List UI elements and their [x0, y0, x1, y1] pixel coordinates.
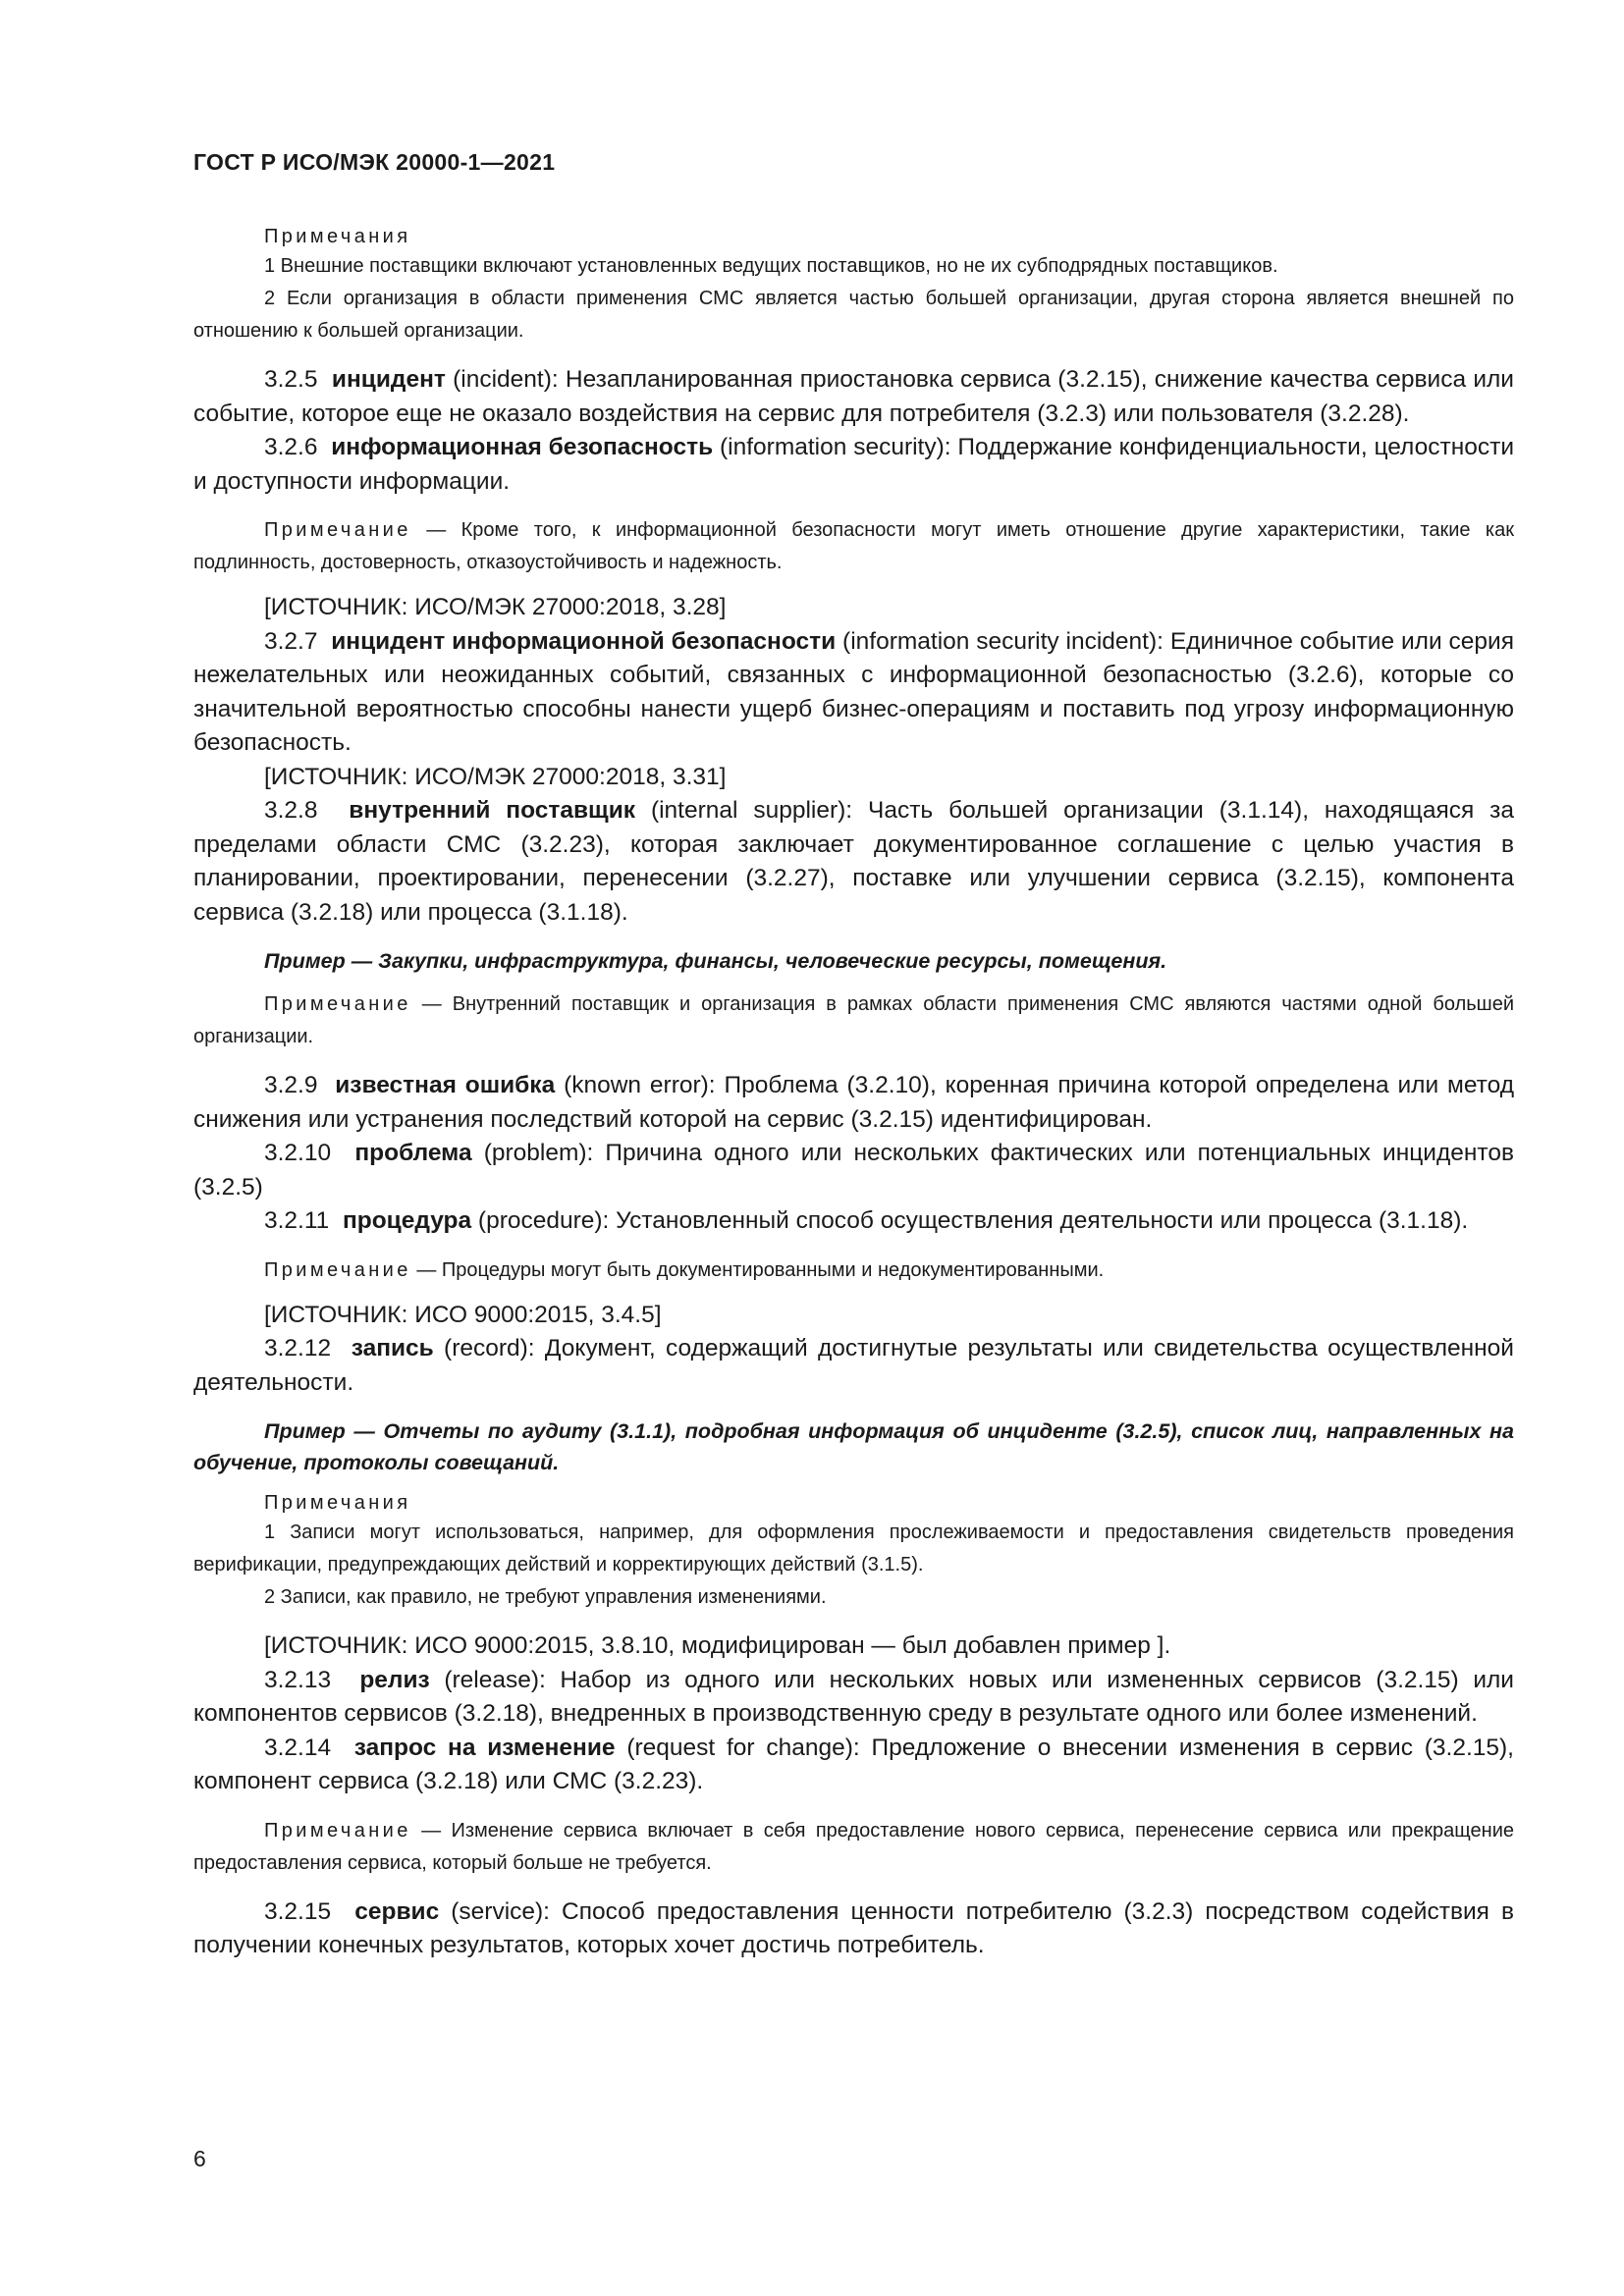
term-3-2-15 — [193, 1896, 1514, 1963]
term-name: запись — [351, 1335, 434, 1362]
note-paragraph — [193, 988, 1514, 1053]
term-definition: (information security): Поддержание конфиденциальности, целостности и доступности информации. — [193, 434, 1515, 495]
note-paragraph — [193, 1255, 1514, 1287]
term-name: внутренний поставщик — [349, 797, 636, 824]
term-definition: (release): Набор из одного или нескольких новых или измененных сервисов (3.2.15) или компонентов сервисов (3.2.18), внедренных в производственную среду в результате одного или более изменений. — [193, 1666, 1514, 1727]
source-reference: [ИСТОЧНИК: ИСО 9000:2015, 3.4.5] — [264, 1301, 662, 1328]
notes-heading: Примечания — [264, 226, 411, 247]
term-definition: (record): Документ, содержащий достигнутые результаты или свидетельства осуществленной деятельности. — [193, 1335, 1514, 1396]
term-definition: (internal supplier): Часть большей организации (3.1.14), находящаяся за пределами области СМС (3.2.23), которая заключает документированное соглашение с целью участия в планировании, проектировании, перенесении (3.2.27), поставке или улучшении сервиса (3.2.15), компонента сервиса (3.2.18) или процесса (3.1.18). — [193, 797, 1514, 926]
source-reference: [ИСТОЧНИК: ИСО 9000:2015, 3.8.10, модифицирован — был добавлен пример ]. — [264, 1632, 1171, 1659]
note-paragraph — [193, 514, 1514, 579]
term-number: 3.2.8 — [264, 797, 318, 824]
note-text: — Изменение сервиса включает в себя предоставление нового сервиса, перенесение сервиса или прекращение предоставления сервиса, который больше не требуется. — [193, 1819, 1514, 1874]
term-definition: (known error): Проблема (3.2.10), коренная причина которой определена или метод снижения или устранения последствий которой на сервис (3.2.15) идентифицирован. — [193, 1072, 1514, 1133]
term-number: 3.2.11 — [264, 1207, 330, 1234]
note-paragraph: 2 Записи, как правило, не требуют управления изменениями. — [264, 1586, 827, 1608]
term-3-2-7 — [193, 625, 1514, 761]
term-3-2-6 — [193, 431, 1514, 499]
term-name: процедура — [342, 1207, 472, 1234]
term-definition: (information security incident): Единичное событие или серия нежелательных или неожиданных событий, связанных с информационной безопасностью (3.2.6), которые со значительной вероятностью способны нанести ущерб бизнес-операциям и поставить под угрозу информационную безопасность. — [193, 627, 1514, 756]
note-paragraph: 2 Если организация в области применения СМС является частью большей организации, другая сторона является внешней по отношению к большей организации. — [193, 288, 1514, 342]
note-label: Примечание — [264, 1258, 411, 1281]
term-name: запрос на изменение — [353, 1734, 616, 1761]
term-number: 3.2.7 — [264, 627, 318, 655]
term-number: 3.2.5 — [264, 366, 318, 393]
term-3-2-9 — [193, 1069, 1514, 1137]
term-name: информационная безопасность — [331, 434, 714, 460]
term-3-2-13 — [193, 1664, 1514, 1732]
notes-heading: Примечания — [264, 1492, 411, 1514]
term-number: 3.2.12 — [264, 1335, 332, 1362]
source-reference: [ИСТОЧНИК: ИСО/МЭК 27000:2018, 3.31] — [264, 763, 727, 790]
term-name: инцидент информационной безопасности — [331, 627, 837, 655]
term-number: 3.2.6 — [264, 434, 318, 460]
term-number: 3.2.10 — [264, 1140, 332, 1166]
document-header: ГОСТ Р ИСО/МЭК 20000-1—2021 — [193, 149, 556, 175]
example-paragraph: Пример — Отчеты по аудиту (3.1.1), подробная информация об инциденте (3.2.5), список лиц, направленных на обучение, протоколы совещаний. — [193, 1419, 1514, 1474]
term-name: инцидент — [331, 366, 446, 393]
note-paragraph — [193, 1815, 1514, 1880]
term-name: проблема — [354, 1140, 472, 1166]
term-definition: (request for change): Предложение о внесении изменения в сервис (3.2.15), компонент сервиса (3.2.18) или СМС (3.2.23). — [193, 1734, 1514, 1794]
term-definition: (problem): Причина одного или нескольких фактических или потенциальных инцидентов (3.2.5) — [193, 1140, 1514, 1201]
term-definition: (incident): Незапланированная приостановка сервиса (3.2.15), снижение качества сервиса или событие, которое еще не оказало воздействия на сервис для потребителя (3.2.3) или пользователя (3.2.28). — [193, 366, 1514, 427]
term-3-2-11 — [193, 1204, 1514, 1239]
term-3-2-12 — [193, 1332, 1514, 1400]
term-definition: (service): Способ предоставления ценности потребителю (3.2.3) посредством содействия в получении конечных результатов, которых хочет достичь потребитель. — [193, 1897, 1514, 1958]
source-reference: [ИСТОЧНИК: ИСО/МЭК 27000:2018, 3.28] — [264, 594, 727, 620]
term-number: 3.2.14 — [264, 1734, 332, 1761]
note-text: — Процедуры могут быть документированными и недокументированными. — [416, 1258, 1105, 1281]
note-label: Примечание — [264, 1819, 411, 1842]
example-paragraph: Пример — Закупки, инфраструктура, финансы, человеческие ресурсы, помещения. — [264, 949, 1167, 973]
note-text: — Внутренний поставщик и организация в рамках области применения СМС являются частями одной большей организации. — [193, 993, 1515, 1047]
note-paragraph: 1 Записи могут использоваться, например, для оформления прослеживаемости и предоставления свидетельств проведения верификации, предупреждающих действий и корректирующих действий (3.1.5). — [193, 1522, 1514, 1575]
note-label: Примечание — [264, 993, 411, 1015]
term-3-2-10 — [193, 1137, 1514, 1204]
term-number: 3.2.15 — [264, 1897, 332, 1925]
page-number: 6 — [193, 2146, 206, 2171]
page-content — [193, 224, 1514, 1963]
term-3-2-8 — [193, 794, 1514, 930]
term-definition: (procedure): Установленный способ осуществления деятельности или процесса (3.1.18). — [477, 1207, 1469, 1234]
note-paragraph: 1 Внешние поставщики включают установленных ведущих поставщиков, но не их субподрядных поставщиков. — [264, 255, 1278, 277]
term-name: известная ошибка — [335, 1072, 556, 1098]
term-3-2-5 — [193, 363, 1514, 431]
term-3-2-14 — [193, 1732, 1514, 1799]
term-number: 3.2.13 — [264, 1666, 332, 1693]
note-text: — Кроме того, к информационной безопасности могут иметь отношение другие характеристики, такие как подлинность, достоверность, отказоустойчивость и надежность. — [193, 519, 1514, 573]
term-name: сервис — [354, 1897, 440, 1925]
term-name: релиз — [359, 1666, 430, 1693]
term-number: 3.2.9 — [264, 1072, 318, 1098]
note-label: Примечание — [264, 519, 411, 541]
